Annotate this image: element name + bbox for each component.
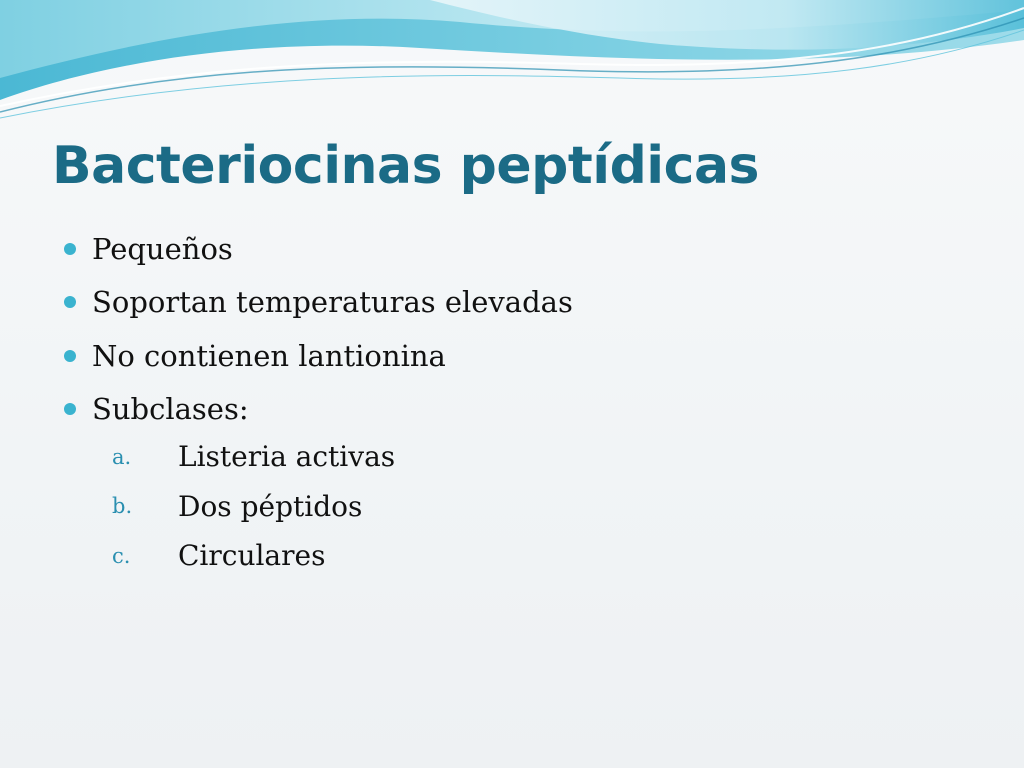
bullet-item xyxy=(60,329,573,383)
subclass-item xyxy=(112,482,395,532)
slide-title: Bacteriocinas peptídicas xyxy=(52,136,759,196)
bullet-icon xyxy=(64,403,76,415)
subclass-marker: b. xyxy=(112,494,133,519)
subclass-text: Listeria activas xyxy=(178,440,396,474)
bullet-icon xyxy=(64,243,76,255)
subclass-text: Circulares xyxy=(178,539,326,573)
bullet-text: No contienen lantionina xyxy=(92,338,446,373)
bullet-text: Soportan temperaturas elevadas xyxy=(92,285,573,320)
subclass-marker: a. xyxy=(112,444,132,469)
bullet-list xyxy=(60,222,573,436)
bullet-text: Subclases: xyxy=(92,392,249,427)
subclass-marker: c. xyxy=(112,543,131,568)
subclass-item xyxy=(112,432,395,482)
bullet-item xyxy=(60,222,573,276)
bullet-item xyxy=(60,383,573,437)
subclass-item xyxy=(112,531,395,581)
bullet-icon xyxy=(64,350,76,362)
bullet-text: Pequeños xyxy=(92,231,233,266)
bullet-icon xyxy=(64,296,76,308)
subclass-list xyxy=(112,432,395,581)
bullet-item xyxy=(60,276,573,330)
subclass-text: Dos péptidos xyxy=(178,489,363,523)
header-wave-decoration xyxy=(0,0,1024,130)
